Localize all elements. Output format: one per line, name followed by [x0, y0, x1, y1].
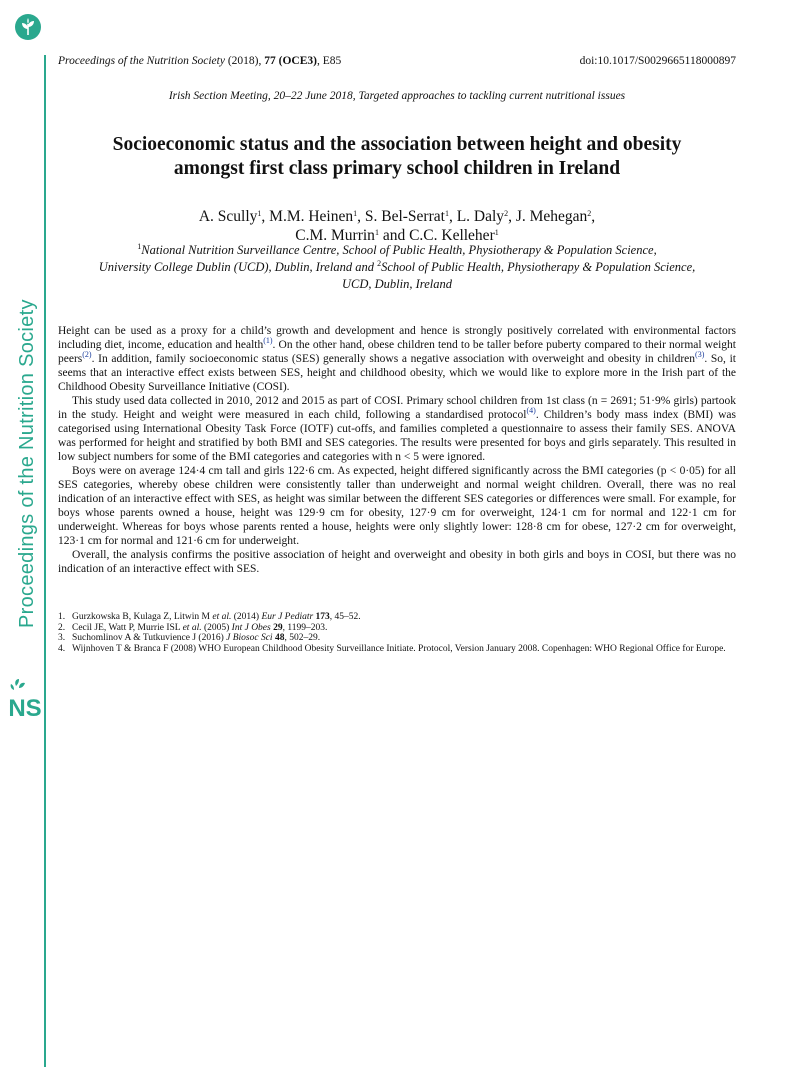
author-name: , M.M. Heinen	[261, 208, 354, 225]
citation-link[interactable]: (1)	[263, 336, 273, 345]
journal-year: (2018),	[224, 55, 265, 67]
author-affil-sup: 1	[374, 228, 379, 237]
abstract-body	[58, 324, 736, 576]
affiliation-line: School of Public Health, Physiotherapy & Population Science,	[381, 260, 696, 274]
author-name: , J. Mehegan	[508, 208, 588, 225]
affiliation-line: National Nutrition Surveillance Centre, School of Public Health, Physiotherapy & Population Science,	[141, 243, 657, 257]
journal-vertical-title: Proceedings of the Nutrition Society	[16, 299, 38, 628]
sidebar-rule	[44, 55, 46, 1067]
journal-volume: 77 (OCE3)	[264, 55, 317, 67]
author-affil-sup: 1	[494, 228, 499, 237]
author-affil-sup: 2	[504, 209, 509, 218]
author-name: , S. Bel-Serrat	[357, 208, 445, 225]
title-line: amongst first class primary school children in Ireland	[173, 158, 621, 179]
affiliation-line: University College Dublin (UCD), Dublin, Ireland and	[98, 260, 378, 274]
doi: doi:10.1017/S0029665118000897	[579, 55, 736, 67]
author-affil-sup: 1	[257, 209, 262, 218]
paragraph: This study used data collected in 2010, 2012 and 2015 as part of COSI. Primary school children from 1st class (n = 2691; 51·9% girls) partook in the study. Height and weight were measured in each child, following a standardised protocol$^{(4)}$. Children’s body mass index (BMI) was categorised using International Obesity Task Force (IOTF) cut-offs, and families completed a questionnaire to assess their family SES. ANOVA was performed for height and stratified by both BMI and SES categories. The results were presented for boys and girls separately. This resulted in low subject numbers for some of the BMI categories and categories with n < 5 were ignored.	[58, 395, 736, 463]
reference-item: 1. Gurzkowska B, Kulaga Z, Litwin M et al. (2014) Eur J Pediatr 173, 45–52.	[58, 612, 361, 622]
journal-page: , E85	[316, 55, 342, 67]
affiliations: $^1$National Nutrition Surveillance Centre, School of Public Health, Physiotherapy & Population Science, University College Dublin (UCD), Dublin, Ireland and $^2$School of Public Health, Physiotherapy & Population Science, UCD, Dublin, Ireland	[58, 242, 736, 293]
author-name: and C.C. Kelleher	[378, 227, 495, 244]
reference-item: 3. Suchomlinov A & Tutkuvience J (2016) J Biosoc Sci 48, 502–29.	[58, 633, 321, 643]
reference-list	[58, 612, 736, 654]
citation-link[interactable]: (3)	[695, 350, 705, 359]
ns-logo-text: NS	[8, 695, 42, 722]
reference-item: 2. Cecil JE, Watt P, Murrie ISL et al. (2005) Int J Obes 29, 1199–203.	[58, 622, 328, 633]
journal-citation	[58, 55, 341, 67]
paragraph: Overall, the analysis confirms the positive association of height and overweight and obesity in both girls and boys in COSI, but there was no indication of an interactive effect with SES.	[58, 549, 736, 575]
author-affil-sup: 1	[353, 209, 358, 218]
paragraph: Boys were on average 124·4 cm tall and girls 122·6 cm. As expected, height differed significantly across the BMI categories (p < 0·05) for all SES categories, whereby obese children were consistently taller than underweight and normal weight children. Overall, there was no real indication of an interactive effect with SES, as height was similar between the different SES categories or differences were small. For example, for boys whose parents owned a house, height was 129·9 cm for obesity, 127·9 cm for overweight, 124·1 cm for normal and 122·1 cm for underweight. Whereas for boys whose parents rented a house, heights were only slightly lower: 128·8 cm for obese, 127·2 cm for overweight, 123·1 cm for normal and 121·6 cm for underweight.	[58, 465, 736, 547]
reference-item: 4. Wijnhoven T & Branca F (2008) WHO European Childhood Obesity Surveillance Initiate. Protocol, Version January 2008. Copenhagen: WHO Regional Office for Europe.	[58, 643, 726, 654]
author-affil-sup: 2	[587, 209, 592, 218]
citation-link[interactable]: (4)	[526, 406, 536, 415]
author-affil-sup: 1	[444, 209, 449, 218]
author-name: A. Scully	[198, 208, 258, 225]
paragraph: Height can be used as a proxy for a child’s growth and development and hence is strongly positively correlated with environmental factors including diet, income, education and health$^{(1)}$. On the other hand, obese children tend to be taller before puberty compared to their normal weight peers$^{(2)}$. In addition, family socioeconomic status (SES) generally shows a negative association with overweight and obesity in children$^{(3)}$. So, it seems that an interactive effect exists between SES, height and childhood obesity, which we would like to explore more in the Irish part of the Childhood Obesity Surveillance Initiative (COSI).	[58, 325, 736, 393]
author-name: , L. Daly	[448, 208, 505, 225]
ns-logo-icon	[10, 678, 40, 720]
paper-title	[58, 133, 736, 181]
leaf-logo-icon	[15, 14, 41, 40]
author-list: A. Scully$^1$, M.M. Heinen$^1$, S. Bel-Serrat$^1$, L. Daly$^2$, J. Mehegan$^2$, C.M. Murrin$^1$ and C.C. Kelleher$^1$	[198, 208, 596, 244]
meeting-info: Irish Section Meeting, 20–22 June 2018, Targeted approaches to tackling current nutritional issues	[168, 90, 626, 102]
citation-link[interactable]: (2)	[82, 350, 92, 359]
author-name: C.M. Murrin	[295, 227, 375, 244]
journal-name: Proceedings of the Nutrition Society	[58, 55, 225, 67]
affiliation-line: UCD, Dublin, Ireland	[342, 277, 452, 291]
title-line: Socioeconomic status and the association between height and obesity	[112, 134, 682, 155]
